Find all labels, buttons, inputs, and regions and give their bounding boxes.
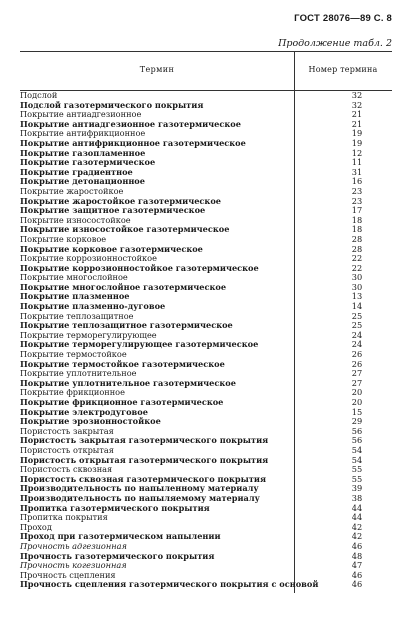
term-cell: Прочность адгезионная (20, 540, 127, 551)
term-cell: Покрытие газотермическое (20, 157, 156, 168)
term-cell: Покрытие многослойное (20, 272, 128, 283)
term-number-cell: 25 (351, 310, 363, 321)
term-cell: Прочность сцепления газотермического покрытия с основой (20, 579, 319, 590)
term-cell: Пористость открытая (20, 444, 114, 455)
term-number-cell: 19 (351, 128, 363, 139)
term-number-cell: 27 (351, 377, 363, 388)
term-number-cell: 32 (351, 90, 363, 100)
page-header: ГОСТ 28076—89 С. 8 (294, 13, 392, 24)
term-cell: Покрытие антиадгезионное газотермическое (20, 118, 241, 129)
term-number-cell: 24 (351, 329, 363, 340)
table-body (20, 91, 392, 590)
term-cell: Пористость закрытая (20, 425, 114, 436)
term-cell: Покрытие уплотнительное (20, 368, 137, 379)
term-cell: Покрытие жаростойкое (20, 185, 124, 196)
term-number-cell: 30 (351, 272, 363, 283)
term-number-cell: 27 (351, 368, 363, 379)
term-cell: Проход при газотермическом напылении (20, 531, 221, 542)
term-number-cell: 42 (351, 521, 363, 532)
term-number-cell: 22 (351, 253, 363, 264)
term-cell: Прочность когезионная (20, 560, 127, 571)
term-cell: Покрытие градиентное (20, 166, 133, 177)
term-number-cell: 47 (351, 560, 363, 571)
term-cell: Пропитка газотермического покрытия (20, 502, 210, 513)
term-cell: Подслой газотермического покрытия (20, 99, 204, 110)
term-number-cell: 29 (351, 416, 363, 427)
term-cell: Покрытие антифрикционное газотермическое (20, 137, 246, 148)
term-number-cell: 46 (351, 540, 363, 551)
term-cell: Покрытие коррозионностойкое (20, 253, 157, 264)
term-cell: Покрытие фрикционное газотермическое (20, 397, 224, 407)
term-number-cell: 18 (351, 224, 363, 235)
term-number-cell: 46 (351, 569, 363, 580)
term-cell: Проход (20, 521, 52, 532)
term-number-cell: 28 (351, 233, 363, 244)
term-cell: Пористость сквозная (20, 464, 113, 475)
term-cell: Покрытие корковое (20, 233, 107, 244)
term-cell: Покрытие уплотнительное газотермическое (20, 377, 236, 388)
term-cell: Пористость открытая газотермического покрытия (20, 454, 269, 465)
term-cell: Прочность газотермического покрытия (20, 550, 215, 561)
term-cell: Покрытие износостойкое (20, 214, 131, 225)
term-cell: Пористость закрытая газотермического покрытия (20, 435, 269, 446)
term-number-cell: 42 (351, 531, 363, 542)
term-number-cell: 26 (351, 349, 363, 360)
term-number-cell: 15 (351, 406, 363, 417)
table-continuation-note: Продолжение табл. 2 (278, 38, 392, 49)
term-number-cell: 46 (351, 579, 363, 590)
term-number-cell: 44 (351, 512, 363, 523)
term-number-cell: 20 (351, 387, 363, 398)
term-cell: Пропитка покрытия (20, 512, 108, 523)
term-cell: Покрытие газопламенное (20, 147, 146, 158)
term-cell: Покрытие терморегулирующее газотермическое (20, 339, 259, 350)
term-number-cell: 54 (351, 454, 363, 465)
term-cell: Прочность сцепления (20, 569, 116, 580)
table-row (20, 513, 392, 523)
term-cell: Покрытие термостойкое газотермическое (20, 358, 225, 369)
term-cell: Покрытие детонационное (20, 176, 145, 187)
term-cell: Покрытие антиадгезионное (20, 109, 142, 120)
term-number-cell: 16 (351, 176, 363, 187)
term-cell: Покрытие фрикционное (20, 387, 125, 398)
term-number-cell: 18 (351, 214, 363, 225)
term-cell: Покрытие жаростойкое газотермическое (20, 195, 221, 206)
term-cell: Покрытие эрозионностойкое (20, 416, 161, 427)
term-number-cell: 21 (351, 109, 363, 120)
term-number-cell: 56 (351, 425, 363, 436)
term-number-cell: 32 (351, 99, 363, 110)
term-number-cell: 17 (351, 205, 363, 216)
term-number-cell: 48 (351, 550, 363, 561)
term-number-cell: 39 (351, 483, 363, 494)
term-number-cell: 38 (351, 492, 363, 503)
term-cell: Пористость сквозная газотермического покрытия (20, 473, 267, 484)
term-cell: Покрытие многослойное газотермическое (20, 281, 227, 292)
term-number-cell: 54 (351, 444, 363, 455)
term-number-cell: 12 (351, 147, 363, 158)
term-number-cell: 21 (351, 118, 363, 129)
term-number-cell: 22 (351, 262, 363, 273)
term-cell: Производительность по напыленному материалу (20, 483, 259, 494)
term-cell: Покрытие плазменное (20, 291, 130, 302)
term-number-cell: 28 (351, 243, 363, 254)
term-number-cell: 14 (351, 301, 363, 312)
term-number-cell: 11 (351, 157, 363, 168)
column-header-term: Термин (139, 65, 175, 74)
term-cell: Покрытие теплозащитное газотермическое (20, 320, 233, 331)
term-number-cell: 23 (351, 185, 363, 196)
term-number-cell: 23 (351, 195, 363, 206)
term-number-cell: 44 (351, 502, 363, 513)
term-number-cell: 55 (351, 473, 363, 484)
term-number-cell: 20 (351, 397, 363, 407)
term-number-cell: 30 (351, 281, 363, 292)
term-cell: Подслой (20, 90, 58, 100)
term-cell: Покрытие термостойкое (20, 349, 127, 360)
term-number-cell: 31 (351, 166, 363, 177)
term-number-cell: 25 (351, 320, 363, 331)
table-header (20, 51, 392, 91)
term-cell: Производительность по напыляемому материалу (20, 492, 260, 503)
term-cell: Покрытие корковое газотермическое (20, 243, 203, 254)
term-cell: Покрытие защитное газотермическое (20, 205, 206, 216)
term-number-cell: 56 (351, 435, 363, 446)
term-cell: Покрытие износостойкое газотермическое (20, 224, 230, 235)
column-header-number: Номер термина (308, 65, 378, 74)
term-cell: Покрытие плазменно-дуговое (20, 301, 166, 312)
term-number-cell: 24 (351, 339, 363, 350)
term-number-cell: 19 (351, 137, 363, 148)
term-cell: Покрытие терморегулирующее (20, 329, 157, 340)
table-row (20, 580, 392, 590)
term-cell: Покрытие антифрикционное (20, 128, 146, 139)
term-number-cell: 26 (351, 358, 363, 369)
term-number-cell: 13 (351, 291, 363, 302)
term-cell: Покрытие коррозионностойкое газотермическое (20, 262, 259, 273)
term-number-cell: 55 (351, 464, 363, 475)
term-cell: Покрытие электродуговое (20, 406, 148, 417)
term-cell: Покрытие теплозащитное (20, 310, 134, 321)
